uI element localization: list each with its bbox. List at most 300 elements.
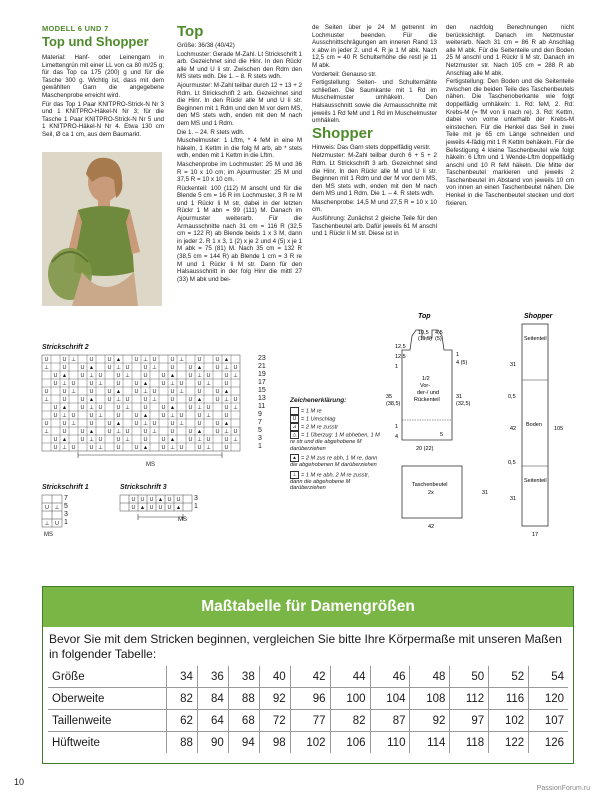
table-cell: 82: [330, 710, 370, 732]
chart2-symbol: ▲: [115, 389, 122, 395]
chart2-symbol: U: [179, 413, 184, 419]
table-cell: 90: [197, 732, 228, 754]
legend-sym-sk2p: ⊥: [290, 471, 299, 479]
legend-item-knit: [290, 407, 380, 415]
chart2-symbol: ▲: [196, 397, 203, 403]
sch-t: 1: [456, 352, 460, 358]
chart2-symbol: ⊥: [125, 405, 130, 411]
chart2-symbol: U: [206, 405, 211, 411]
shopper-ausfuehrung: Ausführung: Zunächst 2 gleiche Teile für den Taschenbeutel arb. Dafür jeweils 61 M anschl und 1 Rückr li M str. Diese ist in: [312, 215, 437, 238]
chart2-symbol: ⊥: [197, 373, 202, 379]
chart2-symbol: ⊥: [125, 373, 130, 379]
model-photo-illustration: [42, 152, 162, 306]
shopper-hinweis: Hinweis: Das Garn stets doppelfädig verstr.: [312, 143, 431, 151]
chart2-symbol: ⊥: [224, 429, 229, 435]
chart2-symbol: ⊥: [116, 397, 121, 403]
chart2-symbol: U: [152, 421, 157, 427]
chart2-symbol: U: [170, 357, 175, 363]
chart2-symbol: U: [206, 437, 211, 443]
source-watermark: PassionForum.ru: [536, 785, 590, 792]
chart1-row-5: 5: [64, 503, 68, 510]
table-cell: 50: [450, 666, 489, 688]
schematic-top-title: Top: [418, 313, 431, 320]
size-table-box: [42, 586, 574, 764]
chart2-symbol: U: [53, 405, 58, 411]
chart2-symbol: U: [134, 389, 139, 395]
table-cell: 122: [489, 732, 529, 754]
chart2-symbol: U: [161, 445, 166, 451]
material-text: Material: Hanf- oder Leinengarn in Limettengrün mit einer LL von ca 80 m/25 g; für das Top ca 175 (200) g und für die Tasche 300 g. Wichtig ist, dass mit dem gewählten Garn die angegebene Maschenprobe erreicht wird.: [42, 54, 164, 99]
table-cell: 108: [410, 688, 450, 710]
top-heading: Top: [177, 23, 204, 40]
chart2-symbol: U: [161, 373, 166, 379]
sch-ae: 2x: [428, 490, 434, 496]
top-size: Größe: 36/38 (40/42): [177, 42, 235, 49]
col2-text: [177, 24, 302, 284]
chart2-symbol: U: [215, 357, 220, 363]
chart2-symbol: U: [224, 437, 229, 443]
sch-p: 4: [395, 434, 399, 440]
chart2-symbol: U: [62, 357, 67, 363]
chart2-symbol: U: [215, 389, 220, 395]
chart2-symbol: ⊥: [152, 365, 157, 371]
svg-text:U: U: [158, 505, 163, 511]
chart2-symbol: U: [170, 397, 175, 403]
chart2-symbol: U: [188, 437, 193, 443]
table-cell: 98: [259, 732, 290, 754]
chart1-grid: [42, 495, 64, 531]
sch-l: (38,5): [386, 401, 401, 407]
table-cell: 84: [197, 688, 228, 710]
legend-item-skp: [290, 431, 380, 452]
chart2-symbol: ⊥: [170, 381, 175, 387]
chart2-row-21: 21: [258, 363, 266, 370]
chart2-symbol: U: [98, 373, 103, 379]
chart2-row-19: 19: [258, 371, 266, 378]
sch-c: 4,5: [435, 330, 443, 336]
chart1-row-7: 7: [64, 495, 68, 502]
table-cell: 112: [450, 688, 489, 710]
legend-text-yo: = 1 Umschlag: [301, 416, 336, 423]
chart2-symbol: U: [215, 365, 220, 371]
chart2-symbol: ⊥: [89, 437, 94, 443]
chart2-symbol: ⊥: [233, 405, 238, 411]
legend-item-sk2p: [290, 471, 380, 492]
chart2-symbol: ⊥: [98, 445, 103, 451]
chart2-symbol: U: [161, 413, 166, 419]
top-ajourmuster: Ajourmuster: M-Zahl teilbar durch 12 + 13 + 2 Rdm. Lt Strickschrift 2 arb. Gezeichnet sind die Hinr. In den Rückr alle M und U li str. Beginnen mit 1 Rdm und den M vor dem MS, den MS stets wdh, enden mit den M nach dem MS und 1 Rdm.: [177, 81, 302, 127]
chart2-symbol: U: [224, 381, 229, 387]
col1-text: [42, 54, 164, 140]
chart2-symbol: U: [143, 429, 148, 435]
chart2-symbol: U: [161, 381, 166, 387]
model-photo: [42, 152, 162, 306]
sch-z: Boden: [526, 422, 542, 428]
chart2-row-13: 13: [258, 395, 266, 402]
chart2-symbol: U: [80, 429, 85, 435]
chart2-symbol: U: [80, 437, 85, 443]
table-cell: 62: [167, 710, 198, 732]
chart2-symbol: U: [143, 365, 148, 371]
svg-text:▲: ▲: [157, 497, 164, 503]
sch-ag: 31: [510, 496, 517, 502]
sch-v: 31: [510, 362, 517, 368]
table-cell: 82: [167, 688, 198, 710]
legend-sym-knit: [290, 407, 299, 415]
chart2-symbol: ▲: [88, 429, 95, 435]
chart2-symbol: U: [80, 405, 85, 411]
chart2-symbol: U: [53, 413, 58, 419]
sch-h: Vor-: [420, 383, 431, 389]
col3-fertig: Fertigstellung: Seiten- und Schulternähte schließen. Die Saumkante mit 1 Rd im Muschelmuster umhäkeln. Den Halsausschnitt sowie die Armausschnitte mit jeweils 1 Rd feM und 1 Rd im Muschelmuster umhäkeln.: [312, 79, 437, 125]
svg-text:U: U: [55, 521, 59, 527]
chart2-symbol: U: [170, 365, 175, 371]
chart1-title: Strickschrift 1: [42, 484, 89, 491]
size-table-intro: Bevor Sie mit dem Stricken beginnen, vergleichen Sie bitte Ihre Körpermaße mit unseren Maßen in folgender Tabelle:: [49, 632, 562, 661]
chart2-symbol: ▲: [142, 445, 149, 451]
chart2-symbol: ⊥: [116, 429, 121, 435]
chart2-symbol: ⊥: [143, 389, 148, 395]
chart2-row-15: 15: [258, 387, 266, 394]
chart2-row-11: 11: [258, 403, 266, 410]
chart2-symbol: U: [71, 445, 76, 451]
chart1: [42, 495, 64, 536]
chart2-symbol: U: [62, 389, 67, 395]
chart2-symbol: U: [53, 381, 58, 387]
sch-g: 1/2: [422, 376, 430, 382]
chart2-symbol: ⊥: [89, 405, 94, 411]
chart2-symbol: U: [170, 421, 175, 427]
top-muschelmuster: Muschelmuster: 1 Lftm, * 4 feM in eine M häkeln, 1 Kettm in die folg M arb, ab * stets wdh, enden mit 1 Kettm in die Lftm.: [177, 137, 302, 160]
chart1-rownums: [64, 495, 68, 527]
chart2-symbol: U: [188, 373, 193, 379]
row-label: Hüftweite: [48, 732, 167, 754]
chart2-symbol: ▲: [196, 365, 203, 371]
chart2-symbol: ▲: [115, 421, 122, 427]
table-row-hueftweite: [48, 732, 568, 754]
col3-text: [312, 24, 437, 239]
svg-text:U: U: [167, 497, 172, 503]
legend-text-skp: = 1 Überzug: 1 M abheben, 1 M re str und die abgehobene M darüberziehen: [290, 432, 380, 452]
chart2-symbol: U: [89, 413, 94, 419]
legend-text-knit: = 1 M re: [301, 408, 322, 415]
chart2-symbol: ▲: [142, 413, 149, 419]
sch-o: 1: [395, 424, 399, 430]
table-cell: 107: [529, 710, 568, 732]
chart2-symbol: U: [143, 405, 148, 411]
chart2-symbol: ⊥: [179, 421, 184, 427]
sch-a: 10,5: [418, 330, 429, 336]
sch-ah: 42: [428, 524, 435, 530]
svg-text:U: U: [149, 505, 154, 511]
chart2-rownums: [258, 355, 266, 451]
sch-q: 5: [440, 432, 444, 438]
chart2-symbol: U: [71, 413, 76, 419]
svg-text:U: U: [167, 505, 172, 511]
chart2-symbol: U: [152, 389, 157, 395]
chart2-symbol: ⊥: [224, 365, 229, 371]
legend-sym-yo: U: [290, 415, 299, 423]
col3-cont: de Seiten über je 24 M getrennt im Lochmuster beenden. Für die Ausschnittschrägungen am inneren Rand 13 x abw in jeder 2. und 4. R je 1 M abk. Nach 12,5 cm = 40 R Schulterhöhe die restl je 11 M abk.: [312, 24, 437, 69]
chart2-symbol: U: [125, 429, 130, 435]
chart2-symbol: ⊥: [71, 421, 76, 427]
chart2-symbol: U: [188, 405, 193, 411]
legend-sym-skp: △: [290, 431, 299, 439]
table-cell: 106: [330, 732, 370, 754]
chart2-symbol: ⊥: [98, 413, 103, 419]
chart3-row-1: 1: [194, 503, 198, 510]
legend-sym-cdd: ▲: [290, 454, 299, 462]
chart2-symbol: U: [143, 437, 148, 443]
sch-r: 20 (22): [416, 446, 434, 452]
top-rueckenteil: Rückenteil: 100 (112) M anschl und für die Blende 5 cm = 16 R im Lochmuster, 3 R re M und 1 Rückr li M str, dabei in der letzten Rückr 1 M abn = 99 (111) M. Danach im Ajourmuster weiterarb. Für die Armausschnitte nach 31 cm = 116 R (32,5 cm = 122 R) ab Blende beids 1 x 3 M, dann in jeder 2. R 1 x 3, 1 (2) x je 2 und 4 (5) x je 1 M abk = 75 (81) M. Nach 35 cm = 132 R (38,5 cm = 144 R) ab Blende 1 cm = 3 R re M und 1 Rückr li M str. Dann für den Halsausschnitt in der folg Hinr die mittl 27 (33) M abk und bei-: [177, 184, 302, 283]
chart2-symbol: ⊥: [206, 413, 211, 419]
chart2-symbol: U: [215, 397, 220, 403]
chart2-symbol: ▲: [61, 373, 68, 379]
table-cell: 54: [529, 666, 568, 688]
chart2-symbol: ▲: [223, 421, 230, 427]
chart2-row-17: 17: [258, 379, 266, 386]
chart2-symbol: U: [98, 405, 103, 411]
chart2-symbol: U: [44, 389, 49, 395]
sch-u: 4 (5): [456, 360, 468, 366]
chart2-symbol: U: [197, 445, 202, 451]
chart2-symbol: ▲: [88, 365, 95, 371]
chart2-symbol: U: [62, 429, 67, 435]
col3-vorderteil: Vorderteil: Genauso str.: [312, 70, 377, 78]
chart2-symbol: ⊥: [62, 413, 67, 419]
svg-text:U: U: [140, 497, 145, 503]
svg-text:⊥: ⊥: [54, 505, 60, 511]
chart2-symbol: U: [125, 397, 130, 403]
chart2-symbol: U: [107, 429, 112, 435]
chart3-row-3: 3: [194, 495, 198, 502]
sch-ai: 17: [532, 532, 539, 538]
chart2-symbol: U: [170, 429, 175, 435]
chart3-ms: MS: [178, 517, 187, 523]
chart2-symbol: ⊥: [116, 365, 121, 371]
page-number: 10: [14, 777, 25, 787]
chart2-symbol: U: [116, 373, 121, 379]
chart2-symbol: ▲: [61, 437, 68, 443]
chart2-symbol: ▲: [169, 405, 176, 411]
table-row-groesse: [48, 666, 568, 688]
chart2-symbol: U: [188, 365, 193, 371]
legend-item-k2tog: [290, 423, 380, 431]
chart2-symbol: U: [89, 381, 94, 387]
chart2-symbol: U: [134, 421, 139, 427]
chart2-symbol: U: [143, 397, 148, 403]
table-cell: 52: [489, 666, 529, 688]
row-label: Taillenweite: [48, 710, 167, 732]
table-row-oberweite: [48, 688, 568, 710]
schematic-drawing: [386, 310, 582, 542]
table-cell: 92: [410, 710, 450, 732]
table-cell: 40: [259, 666, 290, 688]
chart2-symbol: U: [107, 421, 112, 427]
chart2-symbol: U: [134, 413, 139, 419]
legend-title: Zeichenerklärung:: [290, 397, 347, 404]
chart1-ms: MS: [44, 532, 53, 538]
table-cell: 64: [197, 710, 228, 732]
chart2-symbol: U: [233, 429, 238, 435]
chart2-symbol: ▲: [142, 381, 149, 387]
table-cell: 44: [330, 666, 370, 688]
chart2-symbol: ⊥: [62, 445, 67, 451]
table-cell: 77: [290, 710, 330, 732]
chart2-symbol: ⊥: [197, 405, 202, 411]
chart2-symbol: U: [107, 365, 112, 371]
svg-text:U: U: [45, 505, 49, 511]
chart2-symbol: U: [107, 389, 112, 395]
chart2-symbol: U: [116, 405, 121, 411]
chart2-symbol: ⊥: [44, 397, 49, 403]
chart2-symbol: U: [179, 445, 184, 451]
chart2-symbol: U: [80, 397, 85, 403]
sch-x: Seitenteil: [524, 336, 547, 342]
sch-f: 1: [395, 364, 399, 370]
top-lochmuster: Lochmuster: Gerade M-Zahl. Lt Strickschrift 1 arb. Gezeichnet sind die Hinr. In den Rückr alle M und U li str. Zwischen den Rdm den MS stets wdh. Die 1. – 8. R stets wdh.: [177, 50, 302, 81]
table-cell: 126: [529, 732, 568, 754]
chart2-symbol: U: [215, 429, 220, 435]
chart2-symbol: U: [89, 421, 94, 427]
schematic: [386, 310, 582, 542]
chart3-title: Strickschrift 3: [120, 484, 167, 491]
chart2-symbol: U: [188, 429, 193, 435]
chart2-row-9: 9: [258, 411, 262, 418]
svg-text:U: U: [176, 497, 181, 503]
sch-j: Rückenteil: [414, 397, 440, 403]
sch-k: 35: [386, 394, 393, 400]
svg-text:U: U: [131, 497, 136, 503]
chart2-symbol: ⊥: [170, 413, 175, 419]
chart2-symbol: ⊥: [206, 381, 211, 387]
chart2-symbol: U: [224, 405, 229, 411]
shopper-maschenprobe: Maschenprobe: 14,5 M und 27,5 R = 10 x 10 cm.: [312, 198, 437, 214]
chart2-symbol: ▲: [169, 437, 176, 443]
sch-w: 0,5: [508, 394, 516, 400]
size-table: [48, 666, 568, 753]
table-cell: 96: [290, 688, 330, 710]
svg-text:▲: ▲: [175, 505, 182, 511]
model-header: [42, 24, 166, 49]
sch-af: 31: [482, 490, 489, 496]
sch-e: 12,5: [395, 354, 406, 360]
chart2-symbol: ▲: [169, 373, 176, 379]
chart2-symbol: U: [89, 357, 94, 363]
table-cell: 48: [410, 666, 450, 688]
chart2-symbol: ⊥: [125, 437, 130, 443]
needles-text: Für das Top 1 Paar KNITPRO-Strick-N Nr 3 und 1 KNITPRO-Häkel-N Nr 3; für die Tasche 1 Paar KNITPRO-Strick-N Nr 5 und 1 KNITPRO-Häkel-N Nr 4. Etwa 130 cm Seil, Ø ca 1 cm, aus dem Baumarkt.: [42, 100, 164, 138]
table-row-taillenweite: [48, 710, 568, 732]
sch-s: 12,5: [395, 344, 406, 350]
table-cell: 110: [370, 732, 410, 754]
table-cell: 88: [167, 732, 198, 754]
chart2-symbol: U: [134, 445, 139, 451]
chart2-title: Strickschrift 2: [42, 344, 89, 351]
table-cell: 102: [489, 710, 529, 732]
chart2-symbol: ⊥: [71, 357, 76, 363]
chart2-symbol: ⊥: [233, 373, 238, 379]
sch-m: 31: [456, 394, 463, 400]
chart2-symbol: ⊥: [143, 357, 148, 363]
col4-fertig: Fertigstellung: Den Boden und die Seitenteile zwischen die beiden Teile des Taschenbeutels nähen. Die Taschenoberkante wie folgt doppelfädig umhäkeln: 1. Rd: feM, 2. Rd: Krebs-M (= fM von li nach re). 3. Rd: Kettm, dabei von vorne unterhalb der Krebs-M einstechen. Für die Henkel das Seil in zwei Teile mit je 65 cm Länge schneiden und jeweils 4-fädig mit 1 R Kettm behäkeln. Für die Befestigung 4 kleine Taschenbeutel wie folgt häkeln: 6 Lftm und 1 Wende-Lftm doppelfädig anschl und 10 R feM häkeln. Die Mitte der Taschenbeutel markieren und jeweils 2 Taschenbeutel im Abstand von jeweils 10 cm von innen an einen Taschenbeutel nähen. Die Henkel in die Taschenbeutel stecken und dort fixieren.: [446, 78, 574, 207]
table-cell: 42: [290, 666, 330, 688]
legend-text-cdd: = 2 M zus re abh, 1 M re, dann die abgehobenen M darüberziehen: [290, 455, 378, 469]
chart2-symbol: ▲: [88, 397, 95, 403]
chart2-symbol: U: [197, 381, 202, 387]
sch-ad: Taschenbeutel: [412, 482, 448, 488]
chart2-symbol: U: [224, 413, 229, 419]
model-title: Top und Shopper: [42, 34, 149, 49]
chart2-ms: MS: [146, 462, 155, 468]
chart2-symbol: U: [80, 365, 85, 371]
chart2-symbol: U: [224, 373, 229, 379]
chart2-symbol: U: [197, 357, 202, 363]
chart2-symbol: U: [44, 357, 49, 363]
col4-text: [446, 24, 574, 208]
chart2-symbol: ▲: [115, 357, 122, 363]
chart2-symbol: U: [215, 421, 220, 427]
svg-text:▲: ▲: [139, 505, 146, 511]
chart2-symbol: ▲: [223, 357, 230, 363]
table-cell: 97: [450, 710, 489, 732]
chart2-symbol: ⊥: [89, 373, 94, 379]
chart2-symbol: U: [188, 397, 193, 403]
chart2-symbol: ⊥: [170, 445, 175, 451]
chart2-symbol: U: [89, 445, 94, 451]
chart2-symbol: ⊥: [62, 381, 67, 387]
chart2-symbol: U: [179, 381, 184, 387]
chart2-symbol: U: [134, 381, 139, 387]
chart2-symbol: U: [161, 437, 166, 443]
svg-text:U: U: [149, 497, 154, 503]
table-cell: 87: [370, 710, 410, 732]
chart2-symbol: ⊥: [98, 381, 103, 387]
col4-cont: den nachfolg Berechnungen nicht berücksichtigt. Danach im Netzmuster weiterarb. Nach 31 cm = 86 R ab Anschlag alle M abk. Für die Seitenteile und den Boden 25 M anschl und 1 Rückr li M str. Danach im Netzmuster str. Nach 105 cm = 288 R ab Anschlag alle M abk.: [446, 24, 574, 77]
chart2-symbol: U: [206, 373, 211, 379]
table-cell: 102: [290, 732, 330, 754]
chart2-symbol: ⊥: [179, 357, 184, 363]
chart1-row-3: 3: [64, 511, 68, 518]
chart2-symbol: U: [197, 413, 202, 419]
chart3-rownums: [194, 495, 198, 511]
top-maschenprobe: Maschenprobe im Lochmuster: 25 M und 36 R = 10 x 10 cm; im Ajourmuster: 25 M und 37,5 R = 10 x 10 cm.: [177, 160, 302, 184]
chart2-symbol: ⊥: [224, 397, 229, 403]
chart2-symbol: ⊥: [152, 397, 157, 403]
chart1-row-1: 1: [64, 519, 68, 526]
chart2-symbol: U: [233, 365, 238, 371]
chart2-symbol: U: [89, 389, 94, 395]
chart2-symbol: U: [116, 445, 121, 451]
chart2-symbol: ▲: [61, 405, 68, 411]
table-cell: 120: [529, 688, 568, 710]
chart2-symbol: ⊥: [44, 429, 49, 435]
chart2-row-3: 3: [258, 435, 262, 442]
legend-sym-k2tog: ⊿: [290, 423, 299, 431]
chart3-grid: [120, 495, 200, 525]
shopper-netzmuster: Netzmuster: M-Zahl teilbar durch 6 + 5 + 2 Rdm. Lt Strickschrift 3 arb. Gezeichnet sind die Hinr. In den Rückr alle M und U li str. Beginnen mit 1 Rdm und der M vor dem MS, den MS stets wdh, enden mit den M nach dem MS und 1 Rdm. Die 1. – 4. R stets wdh.: [312, 152, 437, 198]
chart2-symbol: ⊥: [233, 437, 238, 443]
chart2: [42, 355, 257, 465]
sch-ac: Seitenteil: [524, 478, 547, 484]
legend-item-yo: [290, 415, 380, 423]
chart2-symbol: ▲: [223, 389, 230, 395]
chart2-symbol: U: [116, 381, 121, 387]
legend-text-sk2p: = 1 M re abh, 2 M re zusstr, dann die abgehobene M darüberziehen: [290, 472, 370, 492]
legend: [290, 398, 380, 492]
chart2-symbol: U: [233, 397, 238, 403]
